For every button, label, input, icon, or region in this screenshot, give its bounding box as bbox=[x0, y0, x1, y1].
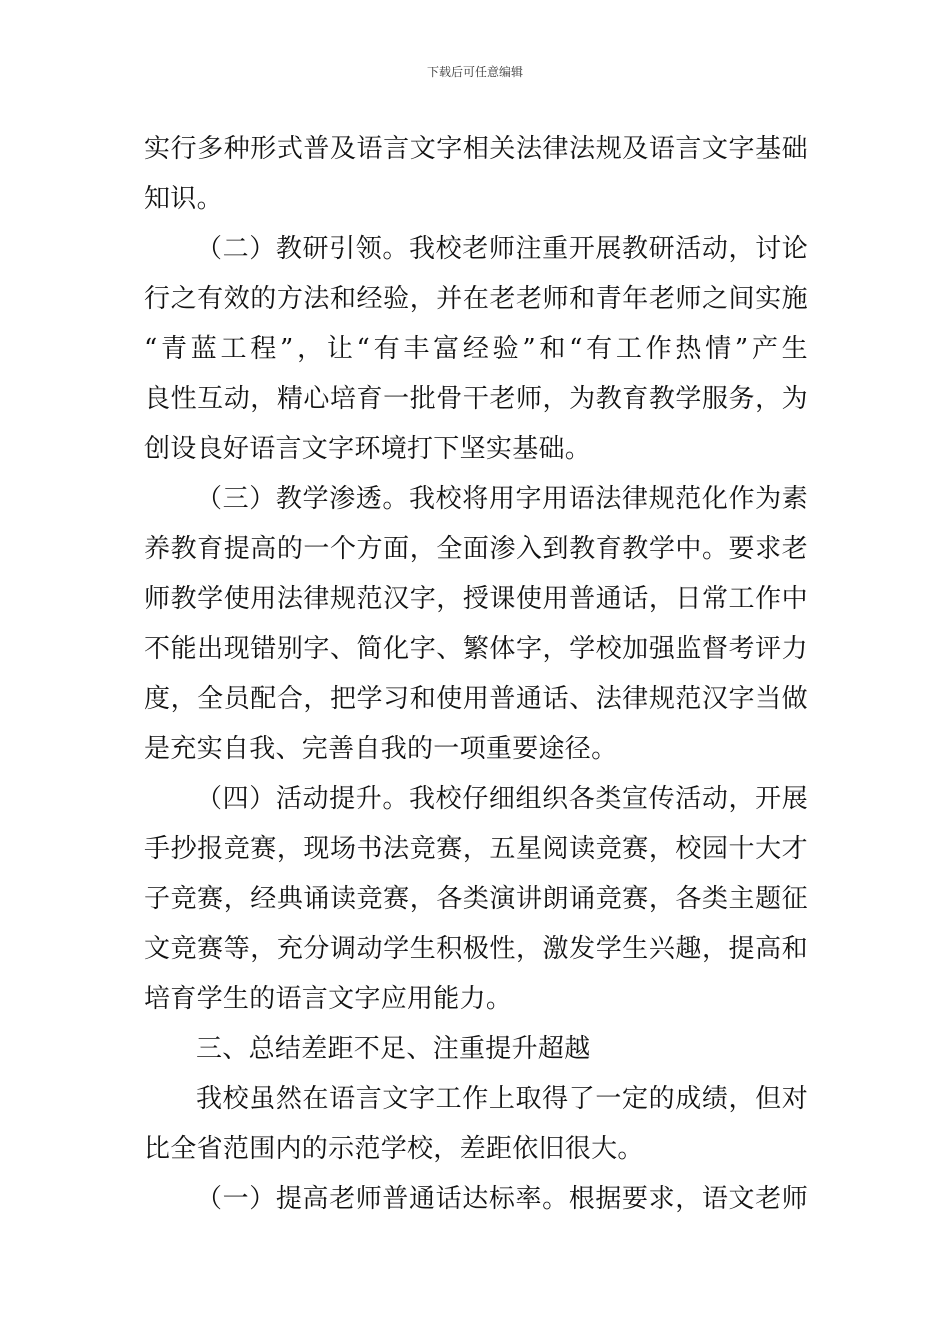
text-line: 子竞赛，经典诵读竞赛，各类演讲朗诵竞赛，各类主题征 bbox=[144, 884, 808, 914]
text-line: 是充实自我、完善自我的一项重要途径。 bbox=[144, 734, 618, 764]
section-heading-line: （二）教研引领。我校老师注重开展教研活动，讨论 bbox=[196, 234, 808, 264]
section-heading-line: （三）教学渗透。我校将用字用语法律规范化作为素 bbox=[196, 484, 808, 514]
document-body bbox=[144, 124, 808, 1224]
section-title: 三、总结差距不足、注重提升超越 bbox=[196, 1034, 591, 1064]
section-heading-line: （一）提高老师普通话达标率。根据要求，语文老师 bbox=[196, 1184, 808, 1214]
text-line: 知识。 bbox=[144, 184, 223, 214]
text-line: 行之有效的方法和经验，并在老老师和青年老师之间实施 bbox=[144, 284, 808, 314]
text-line: 养教育提高的一个方面，全面渗入到教育教学中。要求老 bbox=[144, 534, 808, 564]
text-line: 比全省范围内的示范学校，差距依旧很大。 bbox=[144, 1134, 644, 1164]
text-line: 培育学生的语言文字应用能力。 bbox=[144, 984, 513, 1014]
page-header: 下载后可任意编辑 bbox=[426, 65, 523, 79]
text-line: 创设良好语言文字环境打下坚实基础。 bbox=[144, 434, 592, 464]
text-line: 不能出现错别字、简化字、繁体字，学校加强监督考评力 bbox=[144, 634, 808, 664]
text-line: “青蓝工程”，让“有丰富经验”和“有工作热情”产生 bbox=[144, 334, 808, 364]
text-line: 文竞赛等，充分调动学生积极性，激发学生兴趣，提高和 bbox=[144, 934, 808, 964]
text-line: 度，全员配合，把学习和使用普通话、法律规范汉字当做 bbox=[144, 684, 808, 714]
section-heading-line: （四）活动提升。我校仔细组织各类宣传活动，开展 bbox=[196, 784, 808, 814]
text-line: 手抄报竞赛，现场书法竞赛，五星阅读竞赛，校园十大才 bbox=[144, 834, 808, 864]
text-line: 我校虽然在语言文字工作上取得了一定的成绩，但对 bbox=[196, 1084, 808, 1114]
text-line: 师教学使用法律规范汉字，授课使用普通话，日常工作中 bbox=[144, 584, 808, 614]
text-line: 实行多种形式普及语言文字相关法律法规及语言文字基础 bbox=[144, 134, 808, 164]
text-line: 良性互动，精心培育一批骨干老师，为教育教学服务，为 bbox=[144, 384, 808, 414]
